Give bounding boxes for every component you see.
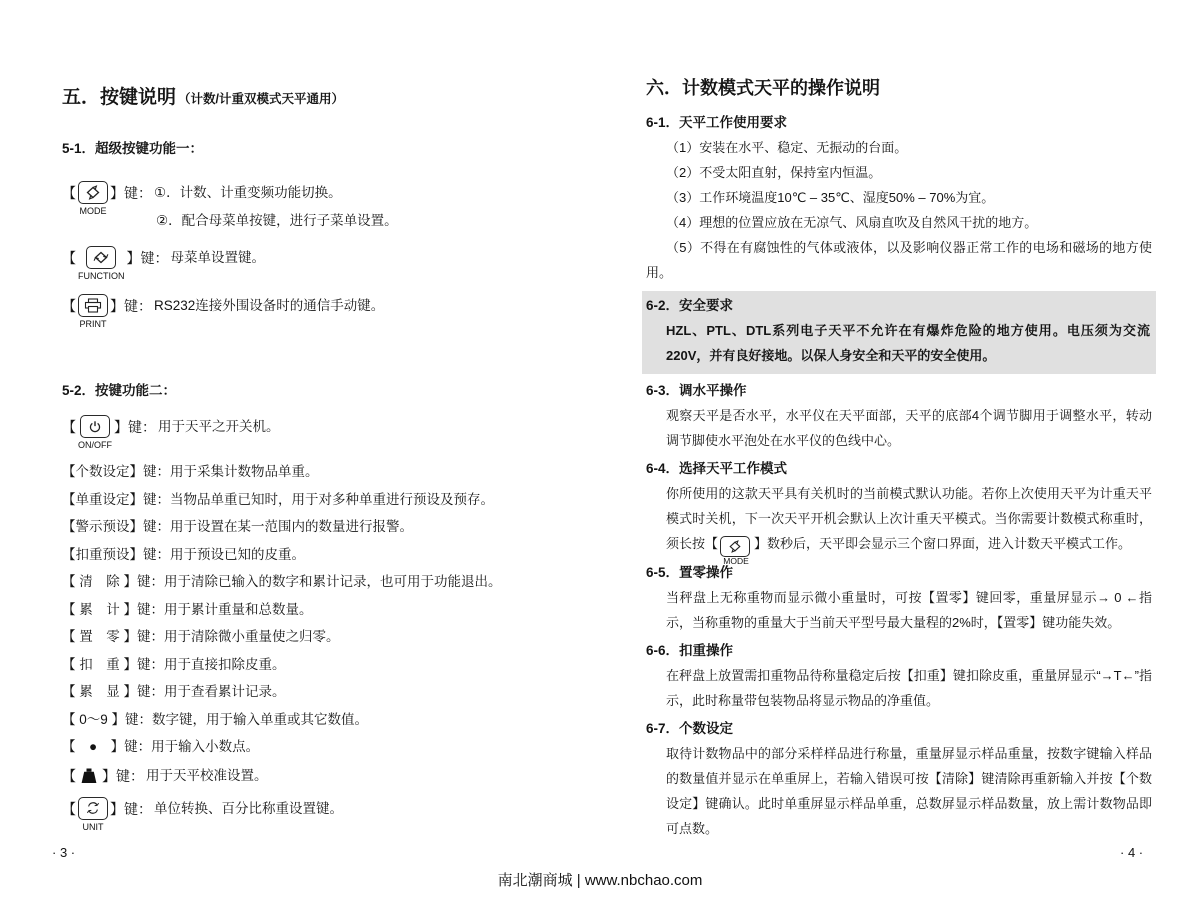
calibration-key-desc: 用于天平校准设置。 [146, 767, 268, 783]
key-row-zero: 【 置 零 】键：用于清除微小重量使之归零。 [62, 629, 340, 644]
bracket-open: 【 [62, 800, 76, 817]
section-6-2-heading: 6-2．安全要求 [646, 298, 734, 313]
requirement-item: （5）不得在有腐蚀性的气体或液体，以及影响仪器正常工作的电场和磁场的地方使用。 [646, 240, 1152, 280]
footer-watermark: 南北潮商城 | www.nbchao.com [497, 872, 703, 889]
calibration-weight-icon [78, 764, 100, 788]
bracket-close-key: 】键： [114, 419, 156, 435]
safety-body: HZL、PTL、DTL系列电子天平不允许在有爆炸危险的地方使用。电压须为交流220V，并有良好接地。以保人身安全和天平的安全使用。 [666, 323, 1150, 363]
bracket-close-key: 】键： [110, 185, 152, 201]
mode-key-inline [720, 536, 752, 566]
calibration-key [78, 764, 100, 788]
key-row-unit [62, 797, 586, 832]
key-row-tare: 【 扣 重 】键：用于直接扣除皮重。 [62, 656, 286, 672]
print-key-desc: RS232连接外围设备时的通信手动键。 [154, 298, 385, 313]
print-key-label: PRINT [79, 319, 107, 329]
unit-key-label: UNIT [82, 821, 104, 832]
unit-key [78, 797, 108, 832]
key-row-acc-display: 【 累 显 】键：用于查看累计记录。 [62, 684, 286, 699]
key-row-onoff [62, 415, 586, 450]
left-page-number: · 3 · [52, 845, 76, 860]
key-row-count-set: 【个数设定】键：用于采集计数物品单重。 [62, 464, 319, 479]
section-6-7 [646, 716, 1152, 841]
body-text-after: 】数秒后，天平即会显示三个窗口界面，进入计数天平模式工作。 [754, 536, 1132, 551]
mode-key-desc [152, 181, 398, 233]
section-6-1-heading: 6-1．天平工作使用要求 [646, 115, 788, 130]
key-row-accumulate: 【 累 计 】键：用于累计重量和总数量。 [62, 601, 313, 617]
section-6-3 [646, 378, 1152, 453]
bracket-open: 【 [62, 419, 76, 435]
section-6-4-body [666, 481, 1152, 566]
section-6-6-body: 在秤盘上放置需扣重物品待称量稳定后按【扣重】键扣除皮重，重量屏显示“→T←”指示，此时称量带包装物品将显示物品的净重值。 [666, 668, 1152, 708]
print-key [78, 294, 108, 329]
mode-key-label: MODE [79, 206, 107, 216]
bracket-open: 【 [62, 185, 76, 201]
bracket-close-key: 】键： [110, 800, 152, 817]
section-6-3-heading: 6-3．调水平操作 [646, 383, 747, 398]
print-icon [78, 294, 108, 317]
key-row-unitwt-set: 【单重设定】键：当物品单重已知时，用于对多种单重进行预设及预存。 [62, 491, 494, 507]
unit-cycle-icon [78, 797, 108, 820]
power-icon [80, 415, 110, 438]
bracket-open: 【 [62, 298, 76, 314]
mode-desc-line2: ②．配合母菜单按键，进行子菜单设置。 [156, 213, 398, 228]
section-6-5-heading: 6-5．置零操作 [646, 565, 734, 580]
key-row-decimal: 【 ● 】键：用于输入小数点。 [62, 739, 260, 754]
bracket-open: 【 [62, 250, 76, 266]
left-page-title [62, 82, 586, 109]
section-6-3-body: 观察天平是否水平，水平仪在天平面部，天平的底部4个调节脚用于调整水平，转动调节脚使水平泡处在水平仪的色线中心。 [666, 408, 1152, 448]
left-page-column [62, 82, 586, 845]
function-key-desc: 母菜单设置键。 [170, 250, 265, 265]
section-6-6 [646, 638, 1152, 713]
unit-key-desc: 单位转换、百分比称重设置键。 [154, 800, 343, 816]
onoff-key-desc: 用于天平之开关机。 [158, 419, 280, 434]
mode-icon [78, 181, 108, 204]
onoff-key-label: ON/OFF [78, 440, 112, 450]
function-key [78, 246, 125, 281]
onoff-key [78, 415, 112, 450]
mode-key-inline-label: MODE [723, 556, 749, 566]
section-6-6-heading: 6-6．扣重操作 [646, 643, 734, 658]
section-6-4 [646, 456, 1152, 566]
mode-desc-line1: ①．计数、计重变频功能切换。 [154, 185, 342, 200]
section-6-4-heading: 6-4．选择天平工作模式 [646, 461, 788, 476]
right-page-column [646, 74, 1152, 841]
key-row-function [62, 246, 586, 281]
mode-key [78, 181, 108, 216]
section-6-7-heading: 6-7．个数设定 [646, 721, 734, 736]
requirement-item: （2）不受太阳直射，保持室内恒温。 [666, 165, 882, 180]
section-6-7-body: 取待计数物品中的部分采样样品进行称量，重量屏显示样品重量，按数字键输入样品的数量值并显示在单重屏上，若输入错误可按【清除】键清除再重新输入并按【个数设定】键确认。此时单重屏显示样品单重，总数屏显示样品数量，放上需计数物品即可点数。 [666, 746, 1152, 836]
key-row-mode [62, 181, 586, 233]
requirement-item: （4）理想的位置应放在无凉气、风扇直吹及自然风干扰的地方。 [666, 215, 1038, 230]
body-text-before: 你所使用的这款天平具有关机时的当前模式默认功能。若你上次使用天平为计重天平模式时关机，下一次天平开机会默认上次计重天平模式。当你需要计数模式称重时，须长按【 [666, 486, 1152, 551]
section-6-1 [646, 110, 1152, 285]
bracket-close-key: 】键： [110, 298, 152, 314]
mode-icon [720, 536, 750, 557]
key-row-alarm-set: 【警示预设】键：用于设置在某一范围内的数量进行报警。 [62, 519, 413, 534]
bracket-open: 【 [62, 767, 76, 784]
section-6-5-body: 当秤盘上无称重物而显示微小重量时，可按【置零】键回零，重量屏显示→ 0 ←指示，当称重物的重量大于当前天平型号最大量程的2%时，【置零】键功能失效。 [666, 590, 1152, 630]
requirement-item: （1）安装在水平、稳定、无振动的台面。 [666, 140, 908, 155]
section-5-1-heading: 5-1．超级按键功能一： [62, 141, 204, 156]
requirement-item: （3）工作环境温度10℃ – 35℃、湿度50% – 70%为宜。 [666, 190, 995, 205]
section-5-2-heading: 5-2．按键功能二： [62, 383, 177, 398]
left-title-note: （计数/计重双模式天平通用） [178, 92, 344, 106]
section-6-2-safety-block [642, 291, 1156, 374]
key-row-tare-preset: 【扣重预设】键：用于预设已知的皮重。 [62, 546, 305, 562]
right-page-number: · 4 · [1120, 845, 1144, 860]
right-page-title: 六．计数模式天平的操作说明 [646, 78, 880, 98]
section-6-5 [646, 560, 1152, 635]
function-icon [86, 246, 116, 269]
key-row-calibration [62, 764, 586, 788]
key-row-digits: 【 0～9 】键：数字键，用于输入单重或其它数值。 [62, 711, 369, 727]
key-row-clear: 【 清 除 】键：用于清除已输入的数字和累计记录，也可用于功能退出。 [62, 574, 502, 589]
bracket-close-key: 】键： [102, 767, 144, 784]
function-key-label: FUNCTION [78, 271, 125, 281]
bracket-close-key: 】键： [126, 250, 169, 266]
key-row-print [62, 294, 586, 329]
left-title-text: 五．按键说明 [62, 87, 177, 108]
